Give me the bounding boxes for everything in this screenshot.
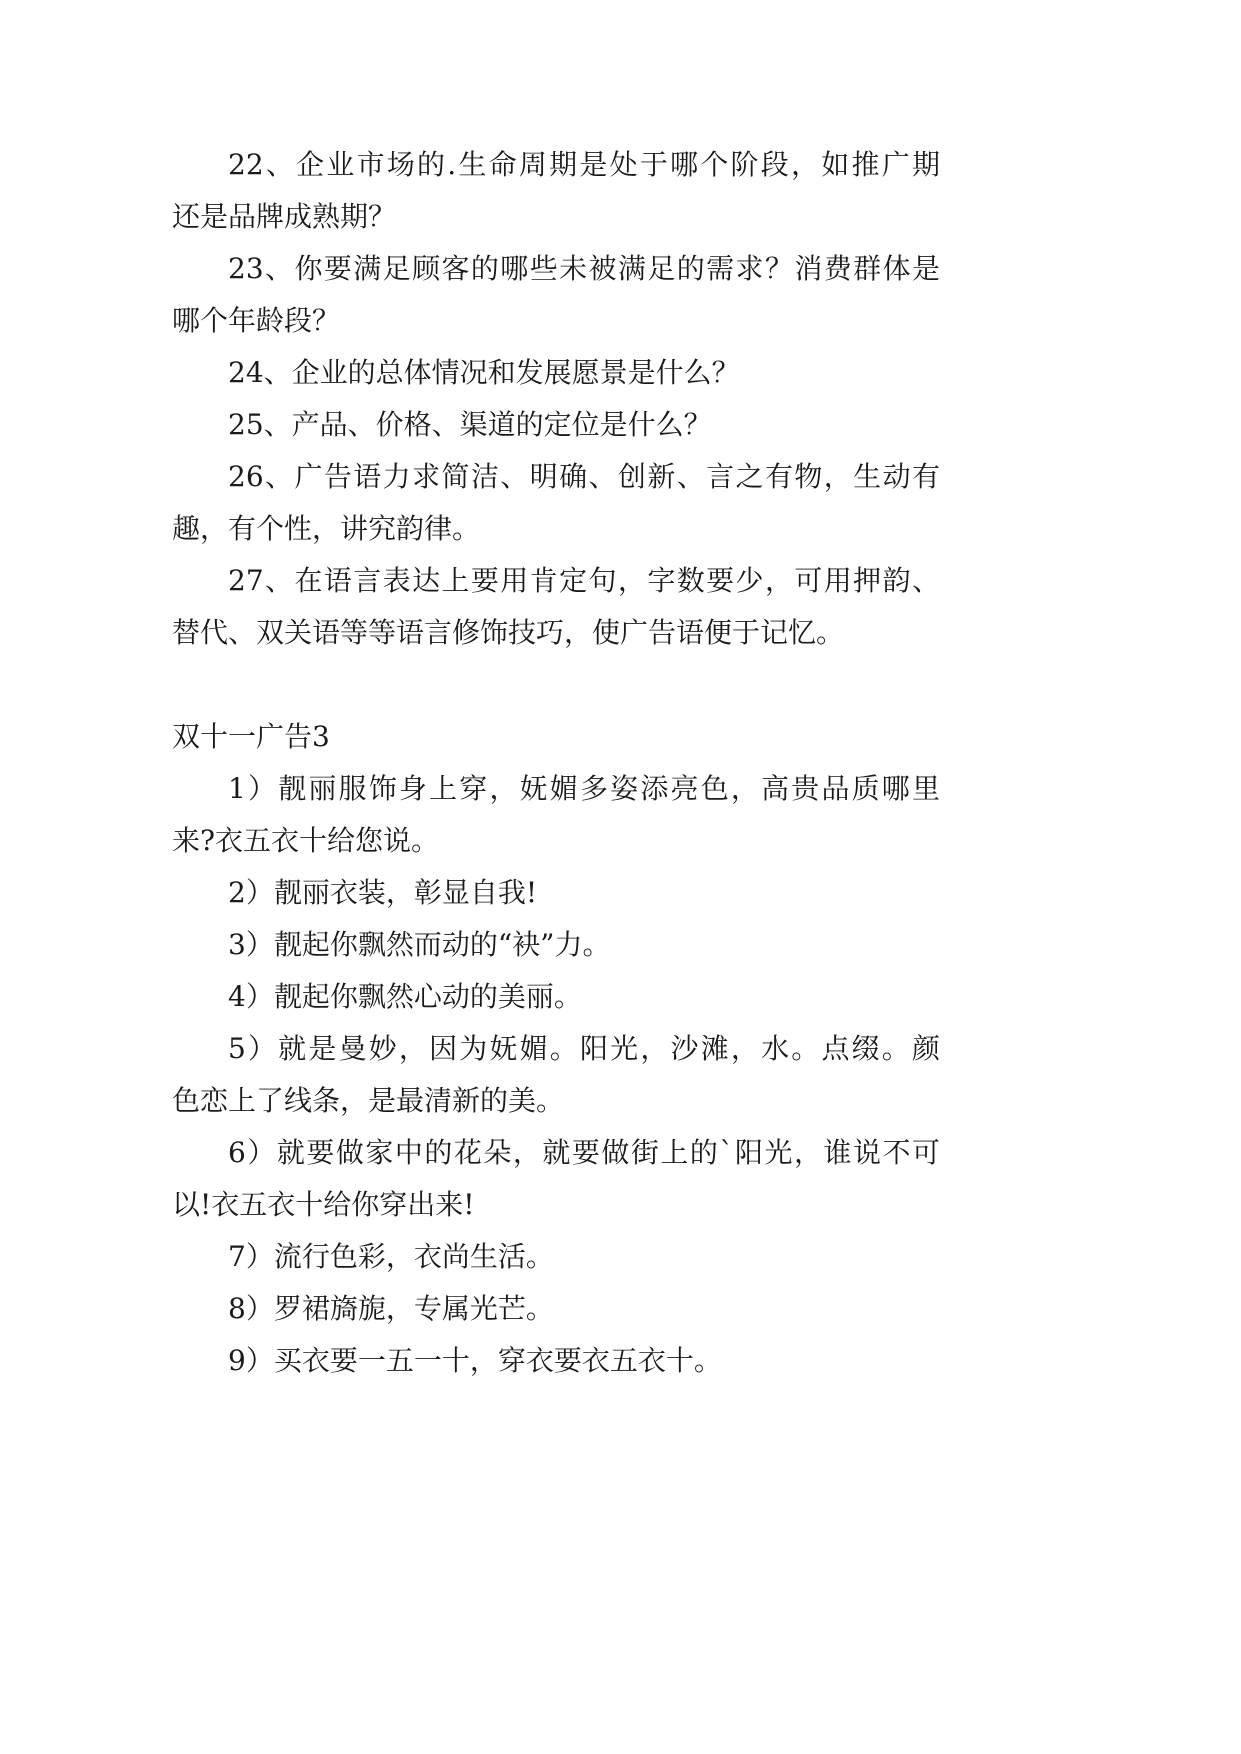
text-line: 26、广告语力求简洁、明确、创新、言之有物，生动有	[228, 460, 940, 493]
section-heading: 双十一广告3	[172, 720, 330, 753]
numbered-paragraph	[172, 1283, 940, 1335]
numbered-paragraph	[172, 555, 940, 659]
text-line: 27、在语言表达上要用肯定句，字数要少，可用押韵、	[228, 564, 940, 597]
document-content	[172, 139, 940, 1387]
text-line: 来?衣五衣十给您说。	[172, 824, 440, 857]
numbered-paragraph	[172, 1127, 940, 1231]
numbered-paragraph	[172, 1335, 940, 1387]
text-line: 2）靓丽衣装，彰显自我!	[228, 876, 538, 909]
text-line: 23、你要满足顾客的哪些未被满足的需求？消费群体是	[228, 252, 940, 285]
numbered-paragraph	[172, 139, 940, 243]
numbered-paragraph	[172, 243, 940, 347]
text-line: 替代、双关语等等语言修饰技巧，使广告语便于记忆。	[172, 616, 845, 649]
text-line: 哪个年龄段？	[172, 304, 341, 337]
numbered-paragraph	[172, 347, 940, 399]
text-line: 色恋上了线条，是最清新的美。	[172, 1084, 565, 1117]
numbered-paragraph	[172, 919, 940, 971]
numbered-paragraph	[172, 763, 940, 867]
text-line: 22、企业市场的.生命周期是处于哪个阶段，如推广期	[228, 148, 940, 181]
text-line: 5）就是曼妙，因为妩媚。阳光，沙滩，水。点缀。颜	[228, 1032, 940, 1065]
text-line: 9）买衣要一五一十，穿衣要衣五衣十。	[228, 1344, 722, 1377]
document-section	[172, 139, 940, 659]
text-line: 6）就要做家中的花朵，就要做街上的`阳光，谁说不可	[228, 1136, 940, 1169]
numbered-paragraph	[172, 399, 940, 451]
numbered-paragraph	[172, 1023, 940, 1127]
text-line: 8）罗裙旖旎，专属光芒。	[228, 1292, 554, 1325]
text-line: 24、企业的总体情况和发展愿景是什么？	[228, 356, 740, 389]
text-line: 1）靓丽服饰身上穿，妩媚多姿添亮色，高贵品质哪里	[228, 772, 940, 805]
text-line: 趣，有个性，讲究韵律。	[172, 512, 481, 545]
text-line: 还是品牌成熟期？	[172, 200, 397, 233]
text-line: 以!衣五衣十给你穿出来!	[172, 1188, 475, 1221]
text-line: 3）靓起你飘然而动的“袂”力。	[228, 928, 611, 961]
text-line: 4）靓起你飘然心动的美丽。	[228, 980, 582, 1013]
numbered-paragraph	[172, 1231, 940, 1283]
document-section	[172, 711, 940, 1387]
text-line: 25、产品、价格、渠道的定位是什么？	[228, 408, 712, 441]
numbered-paragraph	[172, 971, 940, 1023]
numbered-paragraph	[172, 867, 940, 919]
text-line: 7）流行色彩，衣尚生活。	[228, 1240, 554, 1273]
numbered-paragraph	[172, 451, 940, 555]
